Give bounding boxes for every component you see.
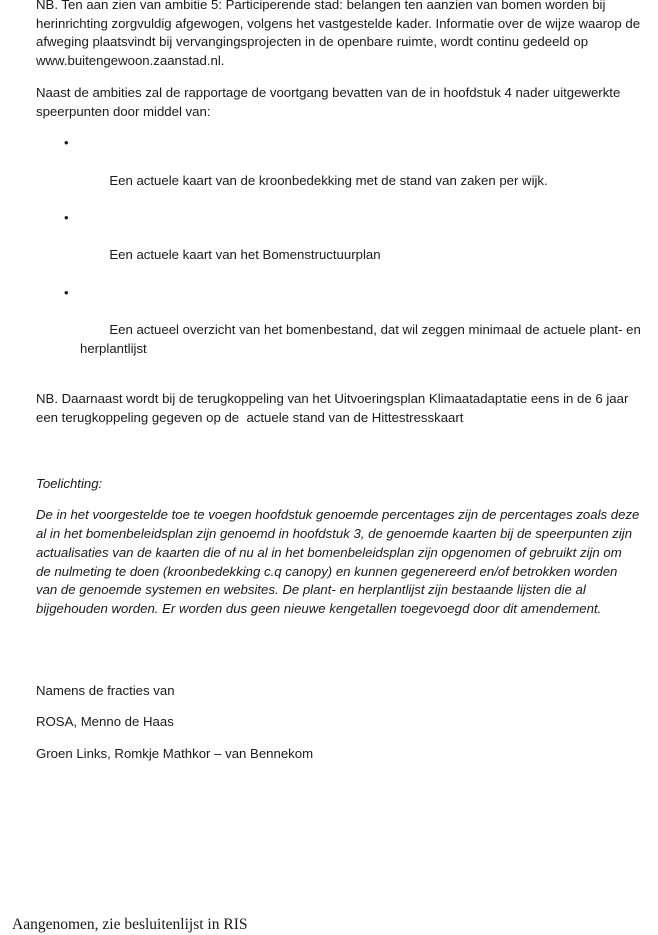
list-item — [36, 284, 645, 378]
list-item-label: Een actuele kaart van het Bomenstructuurplan — [109, 247, 381, 263]
list-item — [36, 134, 642, 209]
signature-fraction-rosa: ROSA, Menno de Haas — [36, 714, 174, 730]
bullet-icon: • — [64, 210, 69, 226]
paragraph-rapportage: Naast de ambities zal de rapportage de voortgang bevatten van de in hoofdstuk 4 nader uitgewerkte speerpunten door middel van: — [36, 84, 624, 119]
list-item-label: Een actueel overzicht van het bomenbestand, dat wil zeggen minimaal de actuele plant- en herplantlijst — [80, 322, 645, 356]
footer-status-note: Aangenomen, zie besluitenlijst in RIS — [12, 916, 248, 933]
bullet-icon: • — [64, 284, 69, 300]
section-spacer — [36, 441, 642, 475]
speerpunten-bullet-list — [36, 134, 645, 377]
list-item-label: Een actuele kaart van de kroonbedekking met de stand van zaken per wijk. — [109, 172, 548, 188]
document-body — [36, 0, 647, 777]
signature-fraction-groenlinks: Groen Links, Romkje Mathkor – van Bennekom — [36, 746, 314, 762]
list-item — [36, 209, 642, 284]
toelichting-body: De in het voorgestelde toe te voegen hoofdstuk genoemde percentages zijn de percentages zoals deze al in het bomenbeleidsplan zijn genoemd in hoofdstuk 3, de genoemde kaarten bij de speerpunten zijn actualisaties van de kaarten die of nu al in het bomenbeleidsplan zijn opgenomen of gebruikt zijn om de nulmeting te doen (kroonbedekking c.q canopy) en kunnen gegenereerd en/of betrokken worden van de genoemde systemen en websites. De plant- en herplantlijst zijn bestaande lijsten die al bijgehouden worden. Er worden dus geen nieuwe kengetallen toegevoegd door dit amendement. — [36, 507, 647, 616]
paragraph-nb-ambitie: NB. Ten aan zien van ambitie 5: Participerende stad: belangen ten aanzien van bomen worden bij herinrichting zorgvuldig afgewogen, volgens het vastgestelde kader. Informatie over de wijze waarop de afweging plaatsvindt bij vervangingsprojecten in de openbare ruimte, wordt continu gedeeld op www.buitengewoon.zaanstad.nl. — [36, 0, 644, 69]
bullet-icon: • — [64, 135, 69, 151]
signature-spacer — [36, 632, 642, 682]
paragraph-nb-terugkoppeling: NB. Daarnaast wordt bij de terugkoppeling van het Uitvoeringsplan Klimaatadaptatie eens in de 6 jaar een terugkoppeling gegeven op de actuele stand van de Hittestresskaart — [36, 391, 633, 426]
signature-intro: Namens de fracties van — [36, 682, 175, 698]
toelichting-heading: Toelichting: — [36, 475, 103, 491]
